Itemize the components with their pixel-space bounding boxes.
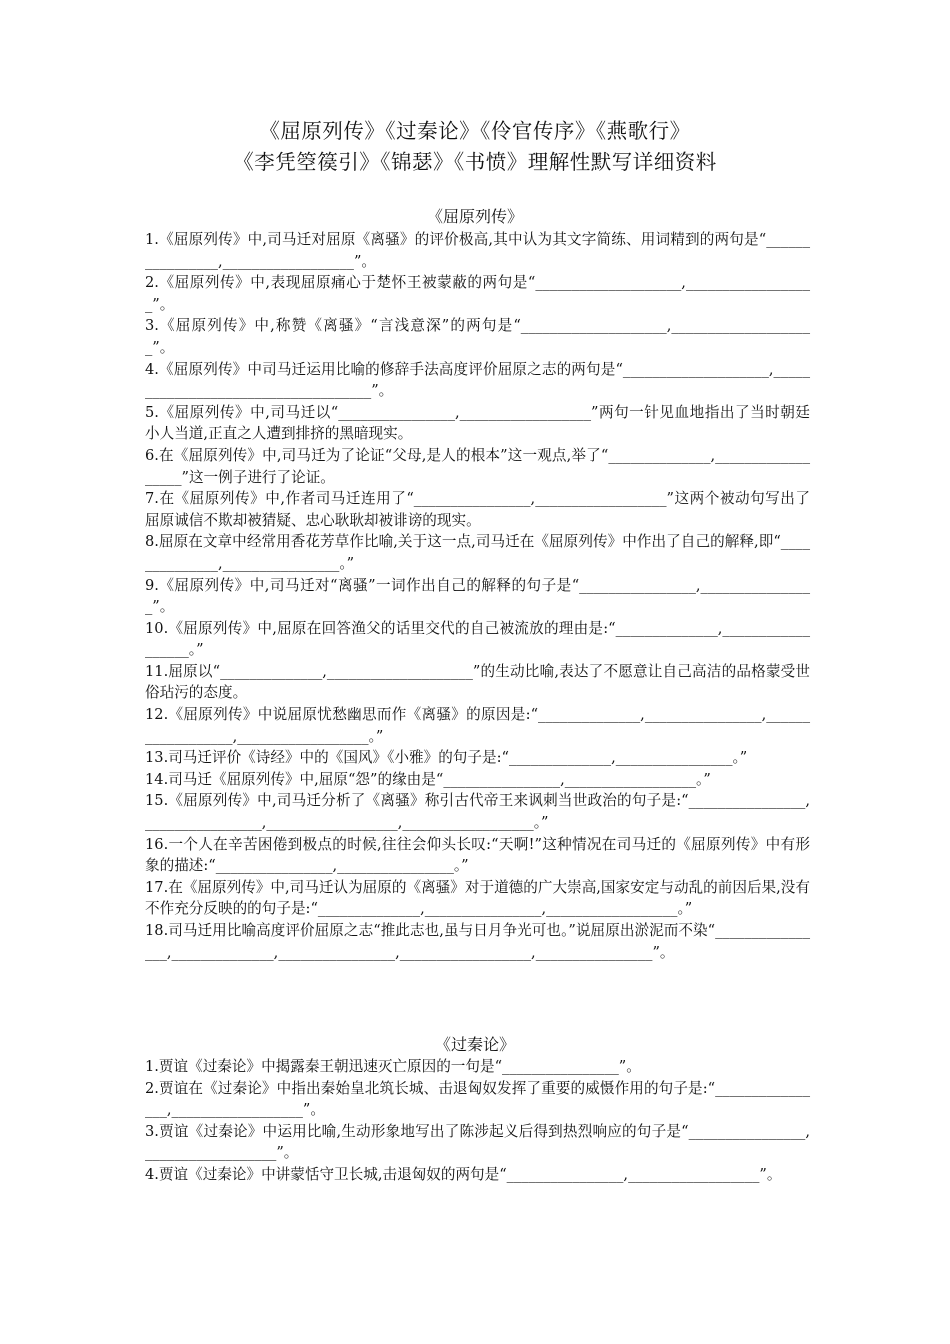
question-list-guoqinlun [145, 1056, 810, 1186]
question-item: 4.贾谊《过秦论》中讲蒙恬守卫长城,击退匈奴的两句是“________________,__________________”。 [145, 1165, 782, 1183]
question-list-quyuan [145, 229, 810, 963]
question-item: 1.《屈原列传》中,司马迁对屈原《离骚》的评价极高,其中认为其文字简练、用词精到的两句是“________________,__________________”。 [145, 231, 810, 270]
question-item: 18.司马迁用比喻高度评价屈原之志“推此志也,虽与日月争光可也。”说屈原出淤泥而不染“________________,______________,________________,__________________,________________”。 [145, 922, 810, 961]
section-heading-guoqinlun: 《过秦论》 [434, 1035, 515, 1054]
question-item: 1.贾谊《过秦论》中揭露秦王朝迅速灭亡原因的一句是“________________”。 [145, 1058, 641, 1075]
question-item: 2.贾谊在《过秦论》中指出秦始皇北筑长城、击退匈奴发挥了重要的威慑作用的句子是:“________________,__________________”。 [145, 1079, 810, 1119]
question-item: 17.在《屈原列传》中,司马迁认为屈原的《离骚》对于道德的广大崇高,国家安定与动乱的前因后果,没有不作充分反映的的句子是:“______________,________________,__________________。” [145, 878, 810, 918]
question-item: 2.《屈原列传》中,表现屈原痛心于楚怀王被蒙蔽的两句是“____________________,__________________”。 [145, 274, 810, 313]
question-item: 7.在《屈原列传》中,作者司马迁连用了“________________,__________________”这两个被动句写出了屈原诚信不欺却被猜疑、忠心耿耿却被诽谤的现实。 [145, 490, 810, 529]
question-item: 16.一个人在辛苦困倦到极点的时候,往往会仰头长叹:“天啊!”这种情况在司马迁的《屈原列传》中有形象的描述:“________________,________________。” [145, 835, 810, 875]
section-heading-quyuan: 《屈原列传》 [426, 207, 523, 226]
document-title-line-1: 《屈原列传》《过秦论》《伶官传序》《燕歌行》 [259, 119, 691, 143]
question-item: 12.《屈原列传》中说屈原忧愁幽思而作《离骚》的原因是:“______________,________________,__________________,__________________。” [145, 706, 810, 745]
question-item: 9.《屈原列传》中,司马迁对“离骚”一词作出自己的解释的句子是“________________,________________”。 [145, 576, 810, 616]
question-item: 5.《屈原列传》中,司马迁以“________________,__________________”两句一针见血地指出了当时朝廷小人当道,正直之人遭到排挤的黑暗现实。 [145, 403, 810, 443]
document-title-line-2: 《李凭箜篌引》《锦瑟》《书愤》理解性默写详细资料 [233, 150, 717, 174]
question-item: 13.司马迁评价《诗经》中的《国风》《小雅》的句子是:“______________,________________。” [145, 749, 748, 767]
question-item: 3.贾谊《过秦论》中运用比喻,生动形象地写出了陈涉起义后得到热烈响应的句子是“________________,__________________”。 [145, 1122, 810, 1162]
question-item: 6.在《屈原列传》中,司马迁为了论证“父母,是人的根本”这一观点,举了“______________,__________________”这一例子进行了论证。 [145, 446, 810, 486]
question-item: 11.屈原以“______________,____________________”的生动比喻,表达了不愿意让自己高洁的品格蒙受世俗玷污的态度。 [145, 662, 810, 702]
question-item: 8.屈原在文章中经常用香花芳草作比喻,关于这一点,司马迁在《屈原列传》中作出了自己的解释,即“______________,________________。” [145, 533, 810, 572]
question-item: 3.《屈原列传》中,称赞《离骚》“言浅意深”的两句是“____________________,____________________”。 [145, 317, 810, 356]
question-item: 10.《屈原列传》中,屈原在回答渔父的话里交代的自己被流放的理由是:“______________,__________________。” [145, 619, 810, 659]
question-item: 4.《屈原列传》中司马迁运用比喻的修辞手法高度评价屈原之志的两句是“____________________,____________________________________”。 [145, 360, 810, 400]
question-item: 15.《屈原列传》中,司马迁分析了《离骚》称引古代帝王来讽刺当世政治的句子是:“________________,________________,__________________,__________________。” [145, 792, 810, 832]
question-item: 14.司马迁《屈原列传》中,屈原“怨”的缘由是“________________,__________________。” [145, 770, 711, 788]
